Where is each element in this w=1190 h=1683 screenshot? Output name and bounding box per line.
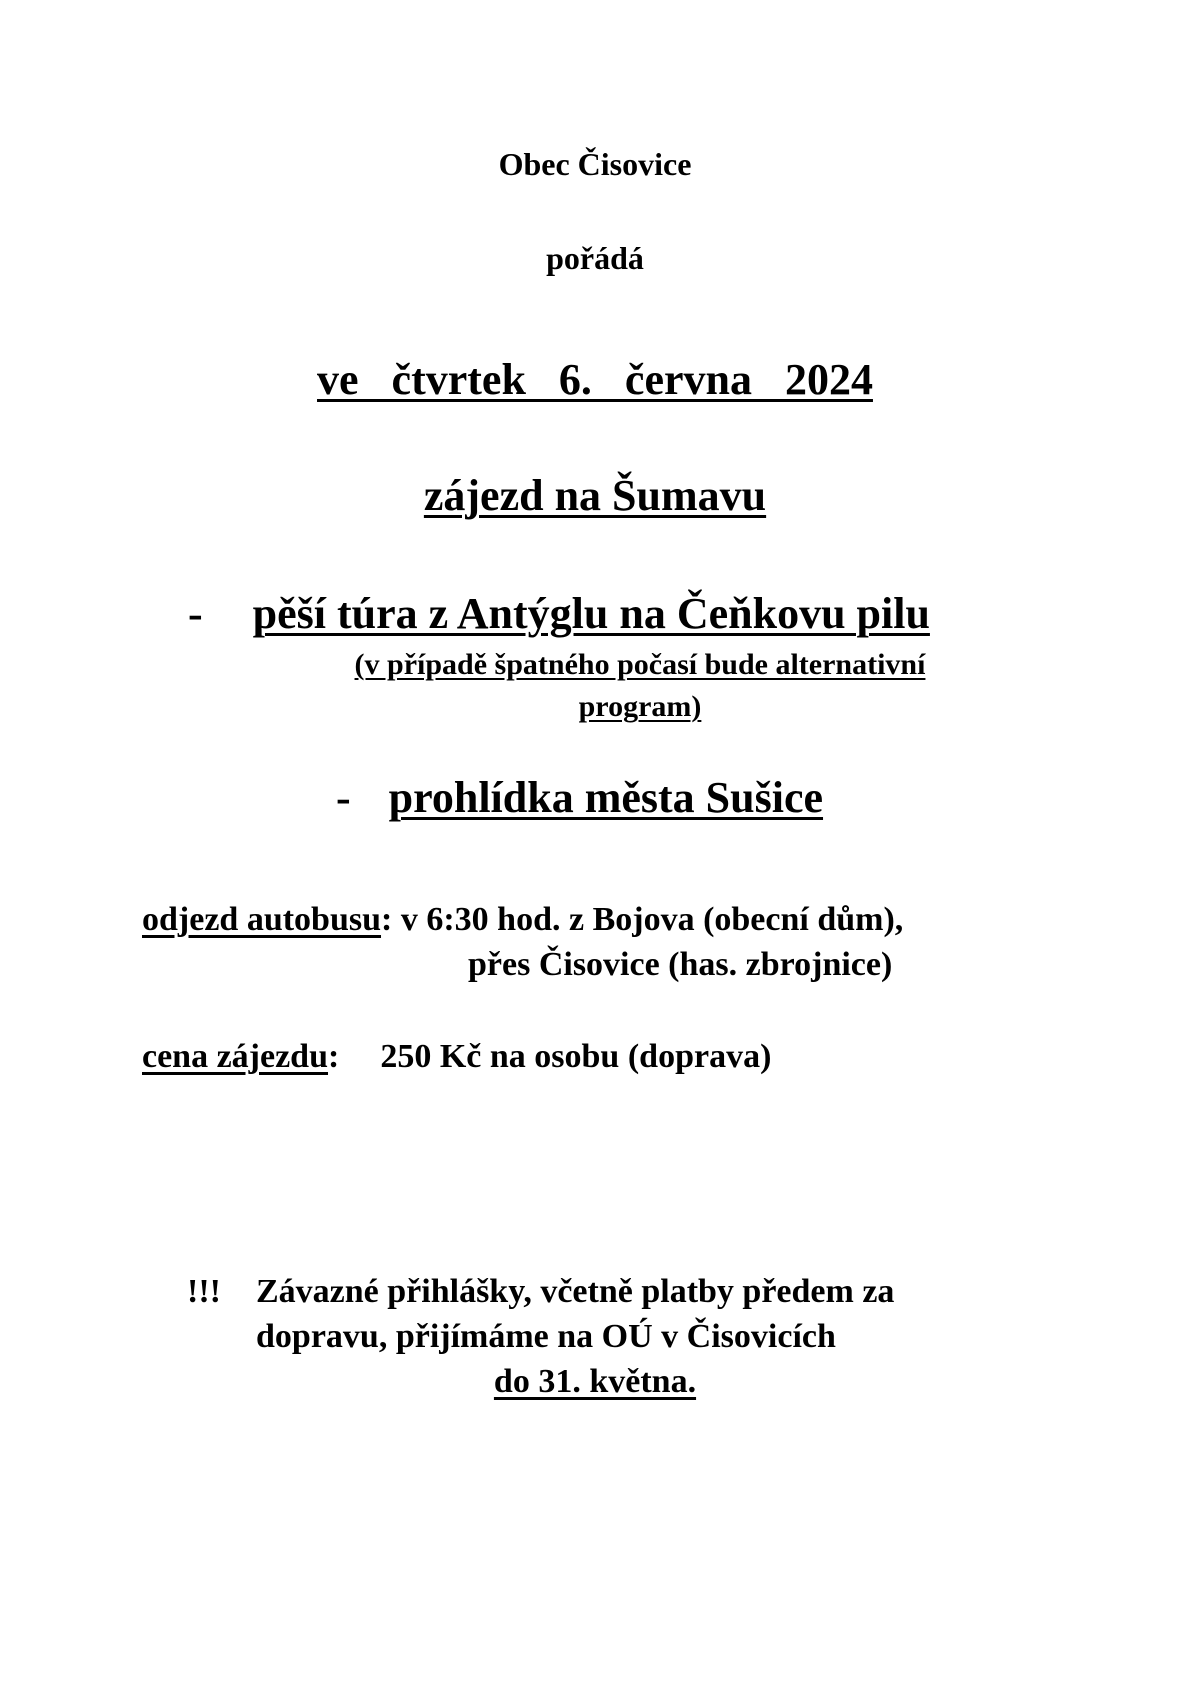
price-value: 250 Kč na osobu (doprava) (380, 1038, 772, 1075)
event-date-text: ve čtvrtek 6. června 2024 (317, 355, 873, 404)
weather-note-line2 (295, 692, 985, 722)
event-title-text: zájezd na Šumavu (423, 471, 767, 520)
departure-label: odjezd autobusu (142, 901, 382, 938)
bullet-dash: - (336, 773, 351, 822)
program-item-tour (336, 773, 824, 822)
departure-colon: : (381, 901, 393, 938)
weather-note-text1: (v případě špatného počasí bude alternativní (354, 648, 926, 681)
weather-note-text2: program) (578, 690, 702, 723)
departure-line1 (142, 903, 903, 937)
event-title (0, 471, 1190, 520)
price-colon: : (328, 1038, 340, 1075)
departure-line2: přes Čisovice (has. zbrojnice) (468, 946, 893, 983)
hike-title: pěší túra z Antýglu na Čeňkovu pilu (252, 589, 930, 638)
registration-deadline (0, 1365, 1190, 1399)
price-label: cena zájezdu (142, 1038, 329, 1075)
departure-time-place: v 6:30 hod. z Bojova (obecní dům), (400, 901, 904, 938)
registration-marks: !!! (187, 1273, 221, 1310)
price-line (142, 1040, 771, 1074)
event-date (0, 355, 1190, 404)
organizes-text: pořádá (546, 240, 644, 276)
tour-title: prohlídka města Sušice (388, 773, 824, 822)
weather-note-line1 (295, 650, 985, 680)
program-item-hike (188, 589, 930, 638)
bullet-dash: - (188, 589, 203, 638)
organizer-heading: Obec Čisovice (498, 146, 692, 182)
registration-line1: Závazné přihlášky, včetně platby předem za (256, 1273, 895, 1310)
registration-line2: dopravu, přijímáme na OÚ v Čisovicích (256, 1318, 836, 1355)
deadline-text: do 31. května. (493, 1363, 697, 1400)
